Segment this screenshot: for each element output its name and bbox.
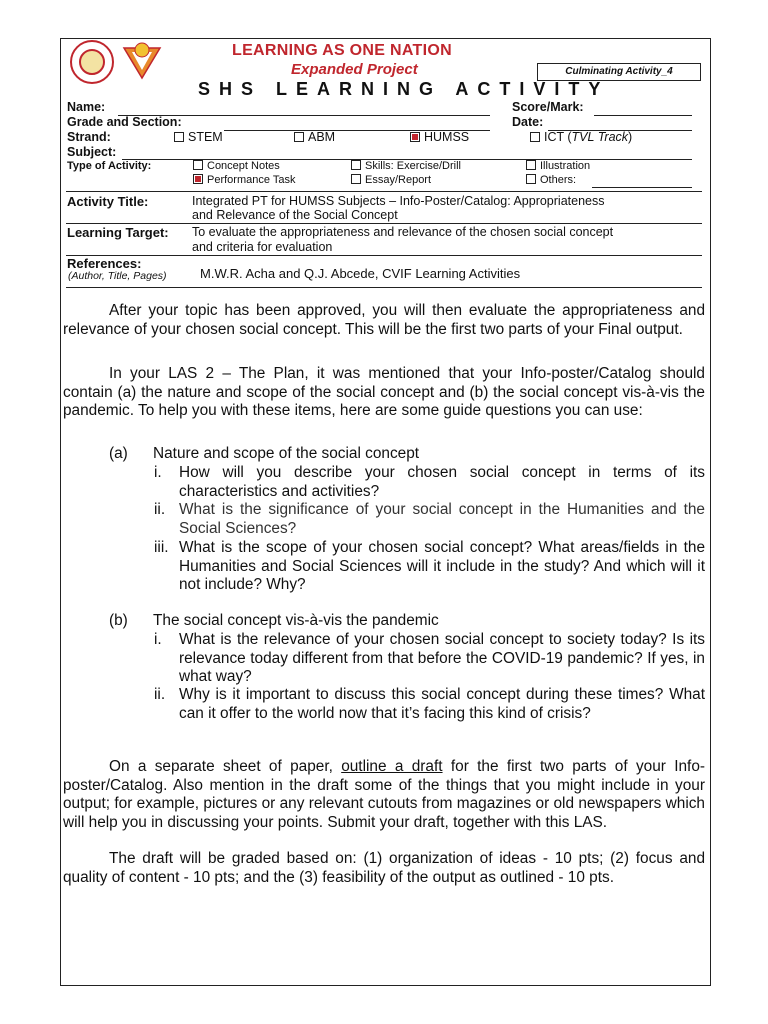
type-concept-notes-label: Concept Notes [207,160,280,172]
paragraph-3-end: for the first two parts of your Info-poster/Catalog. Also mention in the draft some of the things that you might include in your output; for example, pictures or any relevant cutouts from magazines or old newspapers which will help you in discussing your points. Submit your draft, together with this LAS. [63,758,705,831]
learning-target-label: Learning Target: [67,225,169,240]
activity-title-label: Activity Title: [67,194,149,209]
cvif-logo [118,40,166,80]
a-item-2-text: What is the significance of your social concept in the Humanities and the Social Sciences? [179,501,705,537]
grade-section-label: Grade and Section: [67,115,182,129]
a-item-1-text: How will you describe your chosen social concept in terms of its characteristics and activities? [179,464,705,500]
paragraph-2-text: In your LAS 2 – The Plan, it was mentioned that your Info-poster/Catalog should contain (a) the nature and scope of the social concept and (b) the social concept vis-à-vis the pandemic. To help you with these items, here are some guide questions you can use: [63,365,705,420]
section-a-label: (a) [109,445,128,462]
strand-ict-suffix: ) [628,130,633,144]
type-activity-label: Type of Activity: [67,160,152,172]
checkbox-icon [526,174,536,184]
divider [66,223,702,224]
checkbox-icon [530,132,540,142]
checkbox-icon [294,132,304,142]
type-essay-report-label: Essay/Report [365,174,432,186]
type-performance-task[interactable] [193,174,295,186]
checkbox-icon [193,160,203,170]
strand-ict-track: TVL Track [571,130,629,144]
score-label: Score/Mark: [512,100,584,114]
checkbox-icon [351,174,361,184]
others-field[interactable] [592,187,692,188]
strand-stem-label: STEM [188,130,223,144]
section-b-title: The social concept vis-à-vis the pandemic [153,612,439,629]
learning-target-line1: To evaluate the appropriateness and relevance of the chosen social concept [192,225,614,239]
type-concept-notes[interactable] [193,160,280,172]
a-item-1-num: i. [154,464,162,481]
a-item-3-num: iii. [154,539,169,556]
checkbox-icon [351,160,361,170]
references-sub: (Author, Title, Pages) [68,270,167,282]
activity-title-line1: Integrated PT for HUMSS Subjects – Info-Poster/Catalog: Appropriateness [192,194,605,208]
paragraph-1 [63,302,705,339]
checkbox-checked-icon [410,132,420,142]
activity-number-box: Culminating Activity_4 [537,63,701,81]
b-item-1-num: i. [154,631,162,648]
type-skills-label: Skills: Exercise/Drill [365,160,461,172]
type-others-label: Others: [540,174,577,186]
date-label: Date: [512,115,544,129]
references-value: M.W.R. Acha and Q.J. Abcede, CVIF Learning Activities [200,266,521,281]
name-label: Name: [67,100,106,114]
strand-humss[interactable] [410,130,469,144]
divider [66,255,702,256]
project-subtitle: Expanded Project [291,61,418,78]
type-illustration[interactable] [526,160,590,172]
strand-abm[interactable] [294,130,335,144]
score-field[interactable] [594,115,692,116]
activity-title-line2: and Relevance of the Social Concept [192,208,398,222]
a-item-2-num: ii. [154,501,166,518]
paragraph-4 [63,850,705,887]
b-item-1-text: What is the relevance of your chosen social concept to society today? Is its relevance today different from that before the COVID-19 pandemic? If yes, in what way? [179,631,705,686]
checkbox-checked-icon [193,174,203,184]
learning-target-line2: and criteria for evaluation [192,240,333,254]
checkbox-icon [526,160,536,170]
b-item-2-num: ii. [154,686,166,703]
checkbox-icon [174,132,184,142]
outline-draft-emphasis: outline a draft [341,758,443,775]
divider [66,191,702,192]
strand-ict-prefix: ICT ( [544,130,572,144]
references-label: References: [67,256,142,271]
type-skills[interactable] [351,160,461,172]
paragraph-4-text: The draft will be graded based on: (1) organization of ideas - 10 pts; (2) focus and quality of content - 10 pts; and the (3) feasibility of the output as outlined - 10 pts. [63,850,705,886]
paragraph-2 [63,365,705,421]
type-others[interactable] [526,174,576,186]
school-seal-logo [70,40,114,84]
las-title: SHS LEARNING ACTIVITY [198,79,610,99]
strand-ict[interactable] [530,130,632,144]
type-essay-report[interactable] [351,174,431,186]
divider [66,287,702,288]
section-b-label: (b) [109,612,128,629]
a-item-3-text: What is the scope of your chosen social concept? What areas/fields in the Humanities and Social Sciences will it include in the study? And which will it not include? Why? [179,539,705,594]
subject-label: Subject: [67,145,117,159]
strand-humss-label: HUMSS [424,130,470,144]
b-item-2-text: Why is it important to discuss this social concept during these times? What can it offer to the world now that it’s facing this kind of crisis? [179,686,705,722]
strand-label: Strand: [67,130,111,144]
type-performance-task-label: Performance Task [207,174,296,186]
section-a-title: Nature and scope of the social concept [153,445,420,462]
strand-abm-label: ABM [308,130,336,144]
paragraph-3-start: On a separate sheet of paper, [109,758,342,775]
paragraph-3 [63,758,705,832]
strand-stem[interactable] [174,130,223,144]
paragraph-1-text: After your topic has been approved, you will then evaluate the appropriateness and relevance of your chosen social concept. This will be the first two parts of your Final output. [63,302,705,338]
type-illustration-label: Illustration [540,160,591,172]
org-title: LEARNING AS ONE NATION [232,42,452,59]
